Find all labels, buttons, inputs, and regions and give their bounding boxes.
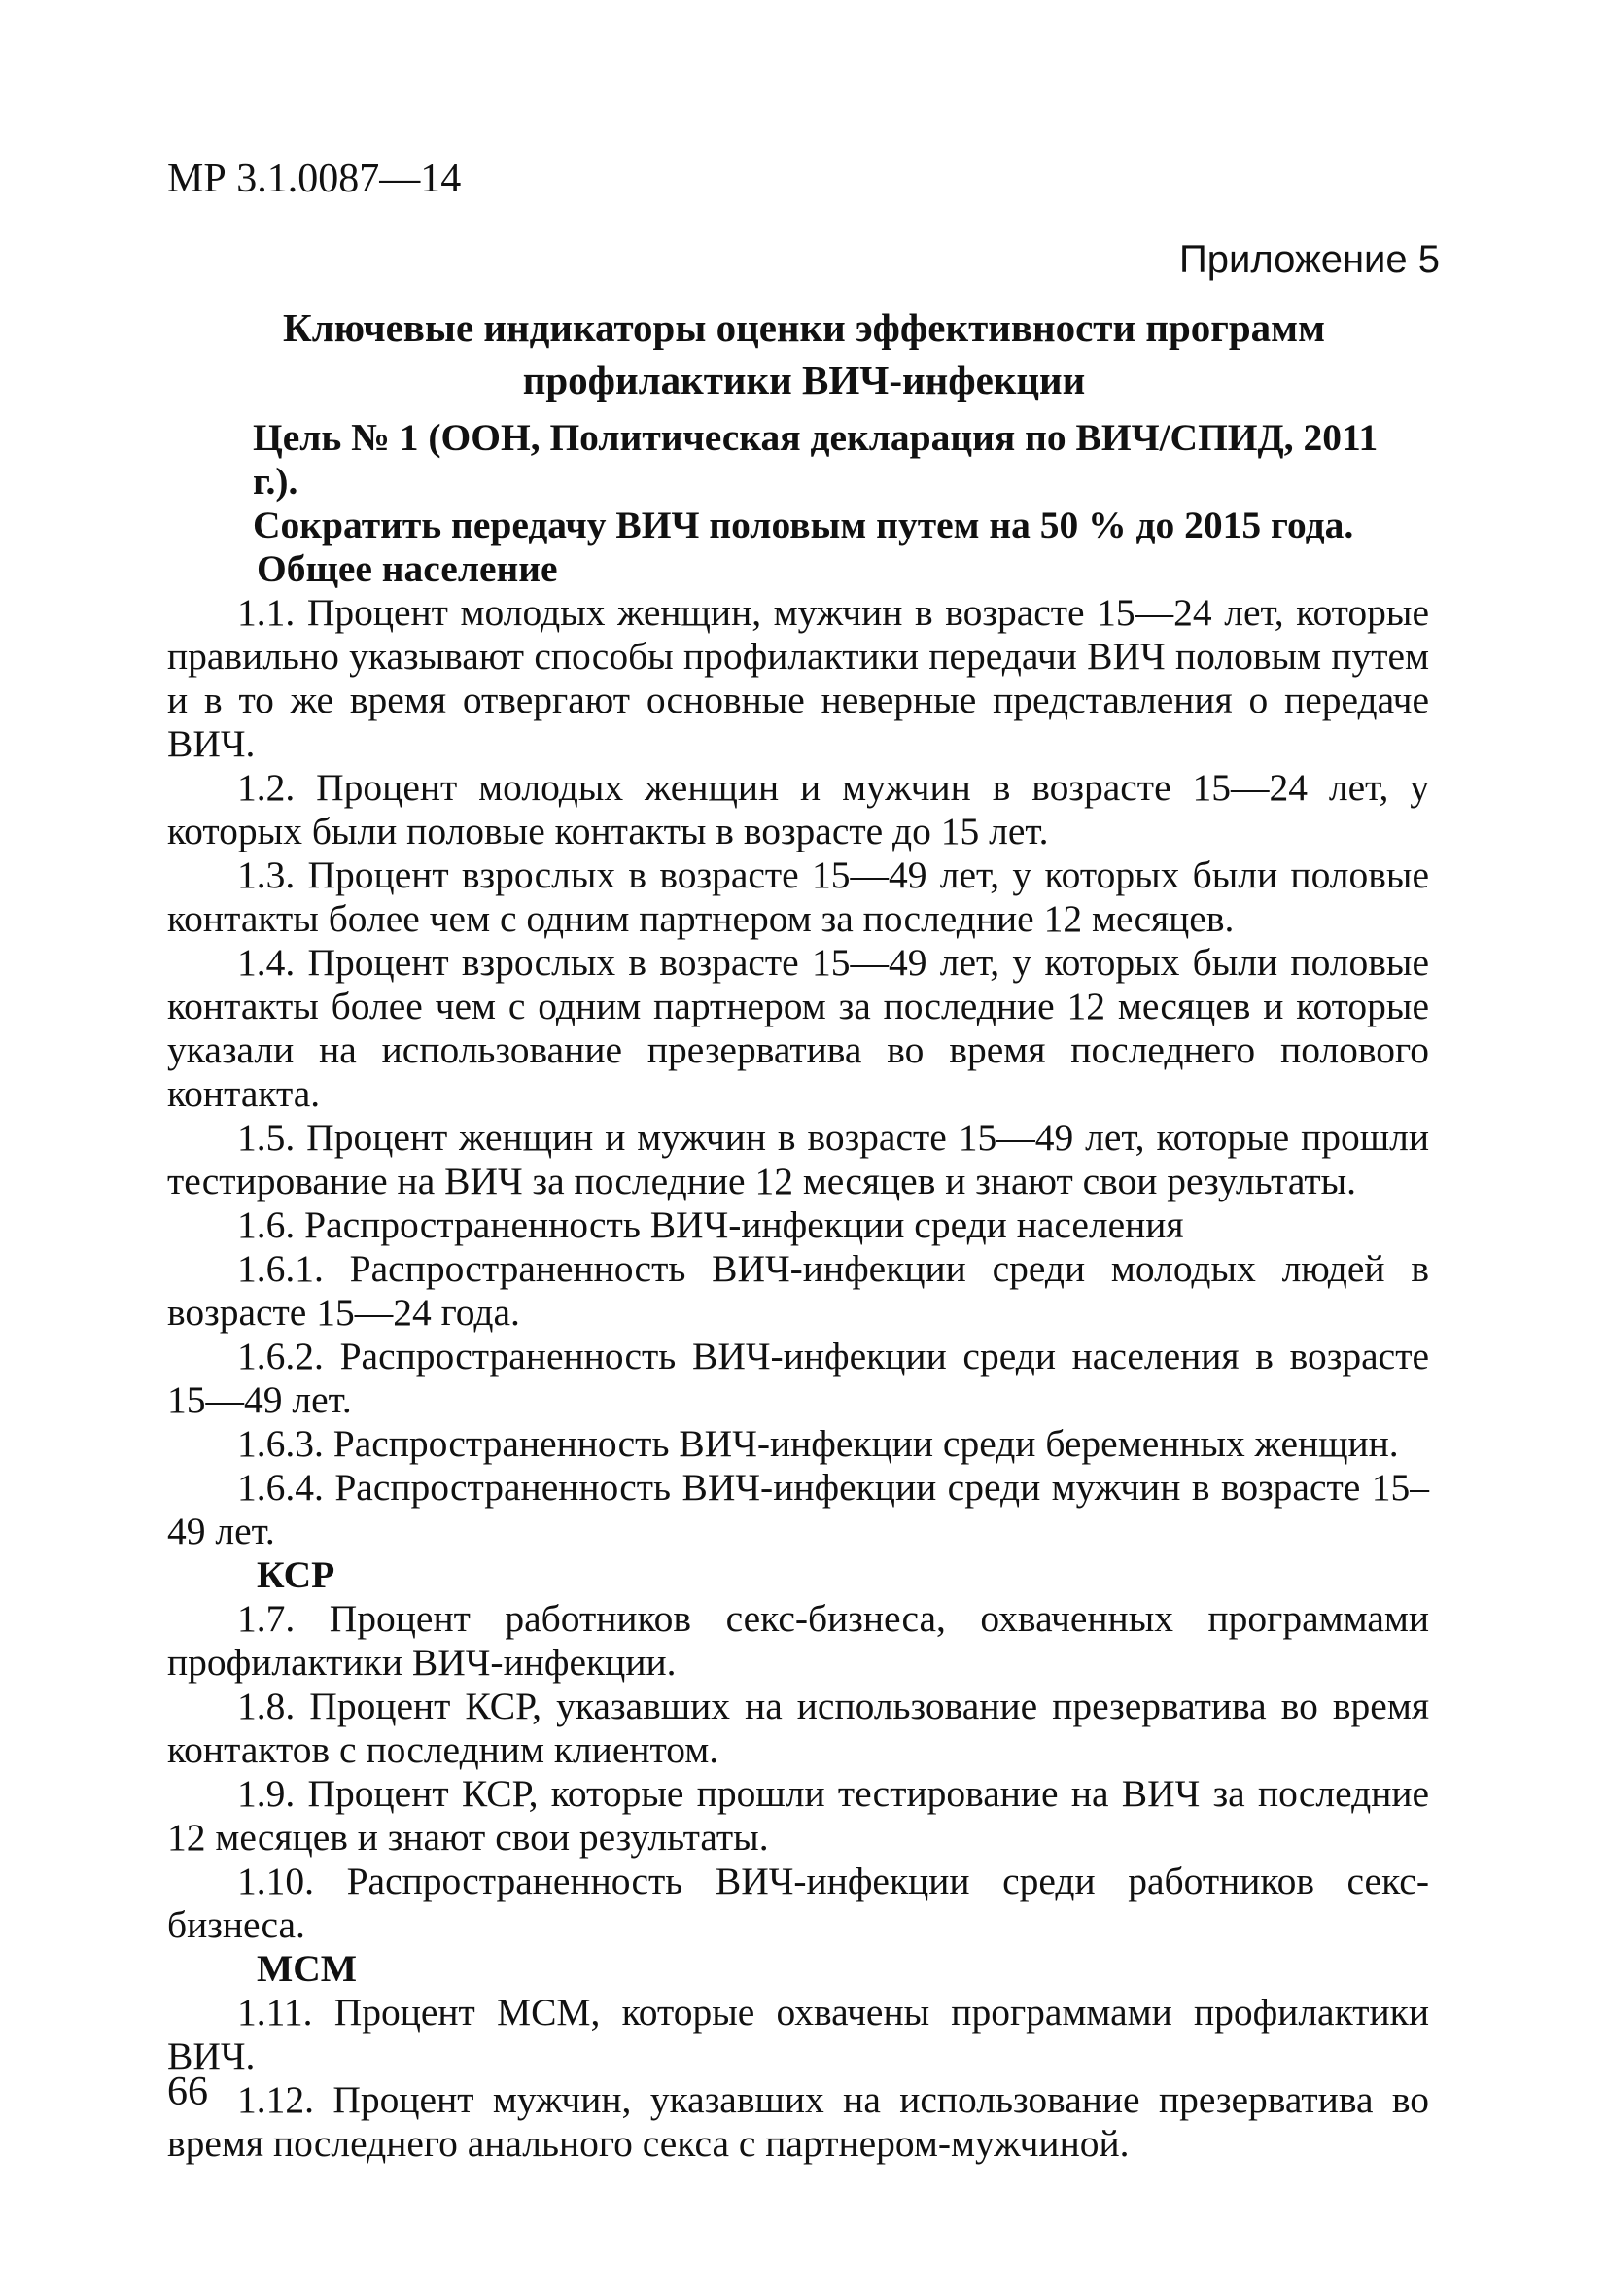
indicator-1-6-4: 1.6.4. Распространенность ВИЧ-инфекции среди мужчин в возрасте 15–49 лет. — [167, 1466, 1429, 1552]
indicator-1-9: 1.9. Процент КСР, которые прошли тестирование на ВИЧ за последние 12 месяцев и знают свои результаты. — [167, 1772, 1429, 1859]
indicator-1-7: 1.7. Процент работников секс-бизнеса, охваченных программами профилактики ВИЧ-инфекции. — [167, 1597, 1429, 1684]
indicator-1-6: 1.6. Распространенность ВИЧ-инфекции среди населения — [237, 1203, 1184, 1246]
indicator-1-2: 1.2. Процент молодых женщин и мужчин в возрасте 15—24 лет, у которых были половые контакты в возрасте до 15 лет. — [167, 766, 1429, 852]
goal-line-1: Цель № 1 (ООН, Политическая декларация по ВИЧ/СПИД, 2011 г.). — [253, 416, 1379, 503]
indicator-1-11: 1.11. Процент МСМ, которые охвачены программами профилактики ВИЧ. — [167, 1991, 1429, 2077]
title-line-1: Ключевые индикаторы оценки эффективности программ — [282, 305, 1326, 350]
document-body — [167, 416, 1429, 2166]
section-heading-general-population: Общее население — [257, 547, 558, 590]
goal-heading — [253, 416, 1429, 547]
title-line-2: профилактики ВИЧ-инфекции — [522, 358, 1086, 402]
document-code: МР 3.1.0087—14 — [167, 157, 462, 201]
indicator-1-4: 1.4. Процент взрослых в возрасте 15—49 лет, у которых были половые контакты более чем с одним партнером за последние 12 месяцев и которые указали на использование презерватива во время последнего полового контакта. — [167, 941, 1429, 1115]
document-title — [167, 301, 1441, 406]
goal-line-2: Сократить передачу ВИЧ половым путем на 50 % до 2015 года. — [253, 504, 1354, 546]
section-heading-msm: МСМ — [257, 1947, 358, 1990]
page-number: 66 — [167, 2070, 208, 2114]
indicator-1-12: 1.12. Процент мужчин, указавших на использование презерватива во время последнего анального секса с партнером-мужчиной. — [167, 2078, 1429, 2165]
indicator-1-3: 1.3. Процент взрослых в возрасте 15—49 лет, у которых были половые контакты более чем с одним партнером за последние 12 месяцев. — [167, 853, 1429, 940]
indicator-1-6-1: 1.6.1. Распространенность ВИЧ-инфекции среди молодых людей в возрасте 15—24 года. — [167, 1247, 1429, 1334]
appendix-label: Приложение 5 — [1179, 238, 1440, 281]
indicator-1-1: 1.1. Процент молодых женщин, мужчин в возрасте 15—24 лет, которые правильно указывают способы профилактики передачи ВИЧ половым путем и в то же время отвергают основные неверные представления о передаче ВИЧ. — [167, 591, 1429, 765]
indicator-1-10: 1.10. Распространенность ВИЧ-инфекции среди работников секс-бизнеса. — [167, 1860, 1429, 1946]
section-heading-ksr: КСР — [257, 1553, 335, 1596]
indicator-1-8: 1.8. Процент КСР, указавших на использование презерватива во время контактов с последним клиентом. — [167, 1685, 1429, 1771]
indicator-1-6-2: 1.6.2. Распространенность ВИЧ-инфекции среди населения в возрасте 15—49 лет. — [167, 1335, 1429, 1421]
indicator-1-5: 1.5. Процент женщин и мужчин в возрасте 15—49 лет, которые прошли тестирование на ВИЧ за последние 12 месяцев и знают свои результаты. — [167, 1116, 1429, 1202]
indicator-1-6-3: 1.6.3. Распространенность ВИЧ-инфекции среди беременных женщин. — [237, 1422, 1399, 1465]
